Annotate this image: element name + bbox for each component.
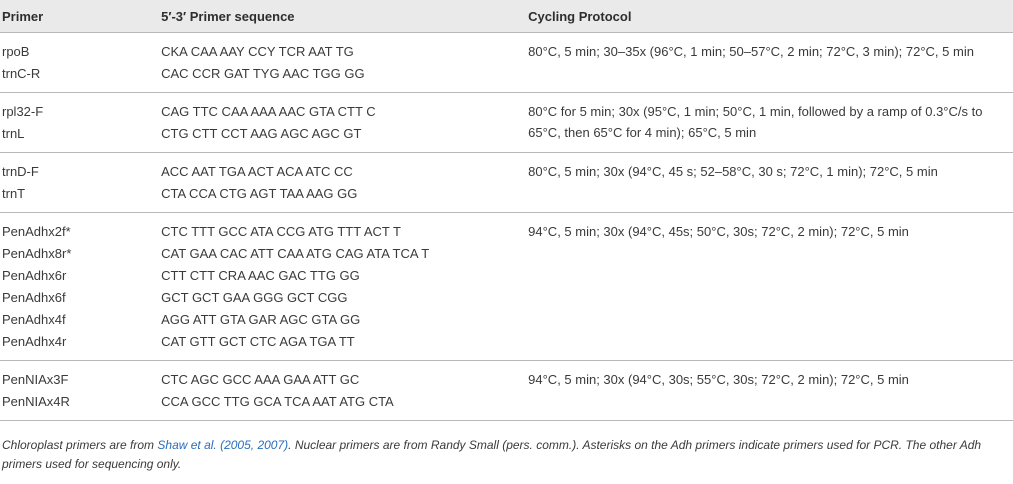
- primer-group: [0, 33, 1013, 93]
- cycling-protocol: 94°C, 5 min; 30x (94°C, 30s; 55°C, 30s; 72°C, 2 min); 72°C, 5 min: [528, 372, 909, 387]
- primer-name: trnT: [2, 186, 26, 201]
- primer-name: PenAdhx4r: [2, 334, 67, 349]
- header-protocol: Cycling Protocol: [528, 0, 1013, 33]
- header-primer: Primer: [0, 0, 161, 33]
- table-row: [0, 93, 1013, 124]
- primer-sequence: CTT CTT CRA AAC GAC TTG GG: [161, 268, 360, 283]
- primer-sequence: CTC TTT GCC ATA CCG ATG TTT ACT T: [161, 224, 401, 239]
- table-row: [0, 33, 1013, 64]
- primer-sequence: CAT GTT GCT CTC AGA TGA TT: [161, 334, 355, 349]
- cycling-protocol: 94°C, 5 min; 30x (94°C, 45s; 50°C, 30s; 72°C, 2 min); 72°C, 5 min: [528, 224, 909, 239]
- table-header-row: [0, 0, 1013, 33]
- primer-name: PenAdhx6f: [2, 290, 66, 305]
- cycling-protocol: 80°C, 5 min; 30–35x (96°C, 1 min; 50–57°C, 2 min; 72°C, 3 min); 72°C, 5 min: [528, 44, 974, 59]
- table-row: [0, 153, 1013, 184]
- primer-name: PenAdhx6r: [2, 268, 67, 283]
- primer-sequence: CAC CCR GAT TYG AAC TGG GG: [161, 66, 365, 81]
- primer-group: [0, 213, 1013, 361]
- cycling-protocol: 80°C, 5 min; 30x (94°C, 45 s; 52–58°C, 30 s; 72°C, 1 min); 72°C, 5 min: [528, 164, 938, 179]
- citation-link[interactable]: Shaw et al. (2005, 2007): [157, 438, 289, 452]
- primer-name: trnD-F: [2, 164, 39, 179]
- primer-name: PenAdhx4f: [2, 312, 66, 327]
- primer-name: trnC-R: [2, 66, 41, 81]
- footnote-text-end: . Nuclear primers are from Randy Small (pers. comm.). Asterisks on the Adh primers indicate primers used for PCR. The other Adh primers used for sequencing only.: [2, 438, 982, 471]
- primer-sequence: AGG ATT GTA GAR AGC GTA GG: [161, 312, 361, 327]
- table-row: [0, 213, 1013, 244]
- primer-sequence: CTA CCA CTG AGT TAA AAG GG: [161, 186, 358, 201]
- primer-name: PenAdhx2f*: [2, 224, 71, 239]
- primer-name: rpoB: [2, 44, 30, 59]
- primer-sequence: ACC AAT TGA ACT ACA ATC CC: [161, 164, 353, 179]
- primer-sequence: CAT GAA CAC ATT CAA ATG CAG ATA TCA T: [161, 246, 430, 261]
- footnote-text-start: Chloroplast primers are from: [2, 438, 158, 452]
- table-footnote: [2, 436, 1007, 474]
- primer-sequence: CCA GCC TTG GCA TCA AAT ATG CTA: [161, 394, 394, 409]
- primer-sequence: GCT GCT GAA GGG GCT CGG: [161, 290, 348, 305]
- primer-group: [0, 361, 1013, 421]
- table-row: [0, 361, 1013, 392]
- primer-sequence: CAG TTC CAA AAA AAC GTA CTT C: [161, 104, 376, 119]
- primer-name: trnL: [2, 126, 25, 141]
- header-sequence: 5′-3′ Primer sequence: [161, 0, 528, 33]
- primer-name: PenNIAx3F: [2, 372, 69, 387]
- primer-group: [0, 93, 1013, 153]
- primer-sequence: CTG CTT CCT AAG AGC AGC GT: [161, 126, 362, 141]
- primer-name: rpl32-F: [2, 104, 44, 119]
- primer-name: PenAdhx8r*: [2, 246, 72, 261]
- primer-sequence: CTC AGC GCC AAA GAA ATT GC: [161, 372, 360, 387]
- cycling-protocol: 80°C for 5 min; 30x (95°C, 1 min; 50°C, 1 min, followed by a ramp of 0.3°C/s to 65°C, then 65°C for 4 min); 65°C, 5 min: [528, 104, 983, 140]
- primer-sequence: CKA CAA AAY CCY TCR AAT TG: [161, 44, 354, 59]
- primer-group: [0, 153, 1013, 213]
- primer-name: PenNIAx4R: [2, 394, 70, 409]
